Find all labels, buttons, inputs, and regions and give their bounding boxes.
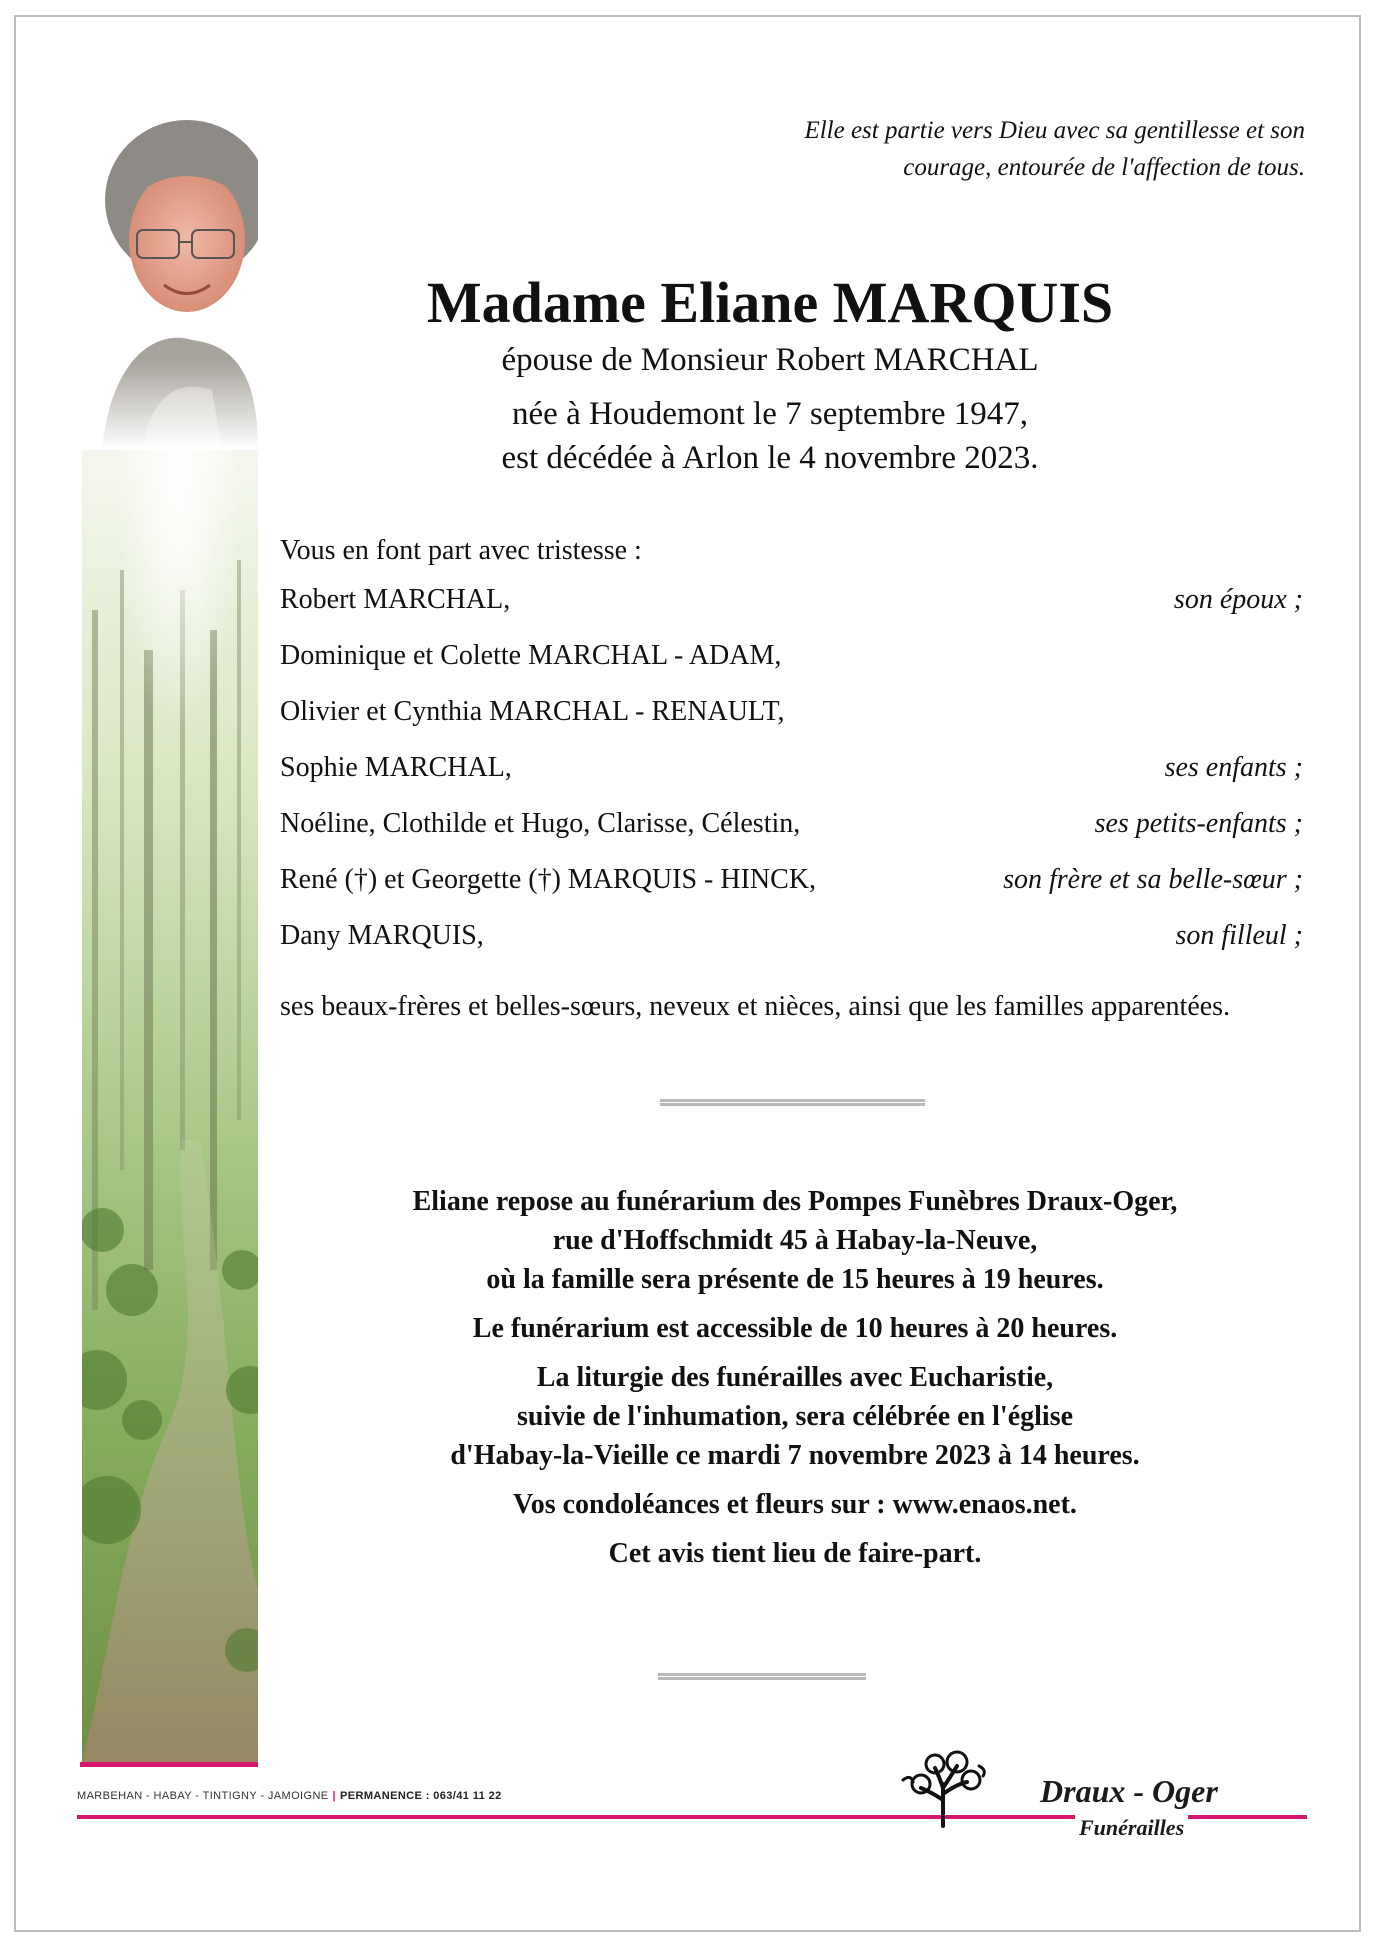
- separator-bottom: [658, 1673, 866, 1680]
- family-row: [280, 918, 1303, 974]
- condolences-paragraph: Vos condoléances et fleurs sur : www.enaos.net.: [513, 1489, 1077, 1520]
- family-relation: ses enfants ;: [1164, 752, 1303, 783]
- separator-top: [660, 1099, 925, 1106]
- funeral-info: [300, 1182, 1290, 1583]
- footer-permanence: PERMANENCE : 063/41 11 22: [340, 1790, 502, 1802]
- family-member-name: Dany MARQUIS,: [280, 920, 484, 951]
- liturgy-line: suivie de l'inhumation, sera célébrée en l'église: [516, 1401, 1074, 1432]
- family-list: [280, 582, 1303, 974]
- footer-divider: |: [332, 1790, 337, 1802]
- deceased-name: Madame Eliane MARQUIS: [426, 270, 1114, 335]
- footer-locations: MARBEHAN - HABAY - TINTIGNY - JAMOIGNE: [77, 1790, 329, 1802]
- repose-line: où la famille sera présente de 15 heures à 19 heures.: [486, 1264, 1104, 1295]
- family-member-name: René (†) et Georgette (†) MARQUIS - HINCK,: [280, 864, 817, 895]
- repose-paragraph: [300, 1182, 1290, 1299]
- family-relation: son époux ;: [1173, 584, 1303, 615]
- strip-accent-line: [80, 1762, 258, 1767]
- family-row: [280, 694, 1303, 750]
- brand-subtitle: Funérailles: [1075, 1815, 1188, 1841]
- family-row: [280, 806, 1303, 862]
- family-member-name: Dominique et Colette MARCHAL - ADAM,: [280, 640, 782, 671]
- birth-line: née à Houdemont le 7 septembre 1947,: [512, 396, 1028, 432]
- quote-line-1: Elle est partie vers Dieu avec sa gentillesse et son: [804, 117, 1305, 144]
- forest-path-strip: [82, 90, 258, 1762]
- epigraph-quote: [605, 112, 1305, 186]
- family-relation: son filleul ;: [1175, 920, 1303, 951]
- announcement-line: Vous en font part avec tristesse :: [280, 535, 642, 566]
- brand-name: Draux - Oger: [1040, 1773, 1218, 1809]
- family-member-name: Noéline, Clothilde et Hugo, Clarisse, Célestin,: [280, 808, 801, 839]
- family-row: [280, 750, 1303, 806]
- quote-line-2: courage, entourée de l'affection de tous.: [903, 154, 1305, 181]
- life-dates: [380, 392, 1160, 480]
- death-line: est décédée à Arlon le 4 novembre 2023.: [501, 440, 1039, 476]
- family-relation: son frère et sa belle-sœur ;: [1003, 864, 1303, 895]
- liturgy-line: La liturgie des funérailles avec Eucharistie,: [536, 1362, 1054, 1393]
- family-row: [280, 582, 1303, 638]
- family-row: [280, 638, 1303, 694]
- family-member-name: Olivier et Cynthia MARCHAL - RENAULT,: [280, 696, 785, 727]
- forest-path-image: [82, 90, 258, 1762]
- repose-line: Eliane repose au funérarium des Pompes Funèbres Draux-Oger,: [412, 1186, 1178, 1217]
- extended-family: ses beaux-frères et belles-sœurs, neveux et nièces, ainsi que les familles apparentées.: [280, 991, 1231, 1022]
- spouse-line: épouse de Monsieur Robert MARCHAL: [501, 342, 1039, 378]
- portrait-photo: [82, 90, 258, 450]
- tree-logo-icon: [895, 1748, 991, 1833]
- family-member-name: Robert MARCHAL,: [280, 584, 511, 615]
- notice-paragraph: Cet avis tient lieu de faire-part.: [608, 1538, 982, 1569]
- family-member-name: Sophie MARCHAL,: [280, 752, 512, 783]
- family-row: [280, 862, 1303, 918]
- access-paragraph: Le funérarium est accessible de 10 heures à 20 heures.: [472, 1313, 1118, 1344]
- repose-line: rue d'Hoffschmidt 45 à Habay-la-Neuve,: [552, 1225, 1038, 1256]
- family-relation: ses petits-enfants ;: [1094, 808, 1303, 839]
- liturgy-line: d'Habay-la-Vieille ce mardi 7 novembre 2023 à 14 heures.: [450, 1440, 1140, 1471]
- footer-contact: [77, 1790, 502, 1802]
- liturgy-paragraph: [300, 1358, 1290, 1475]
